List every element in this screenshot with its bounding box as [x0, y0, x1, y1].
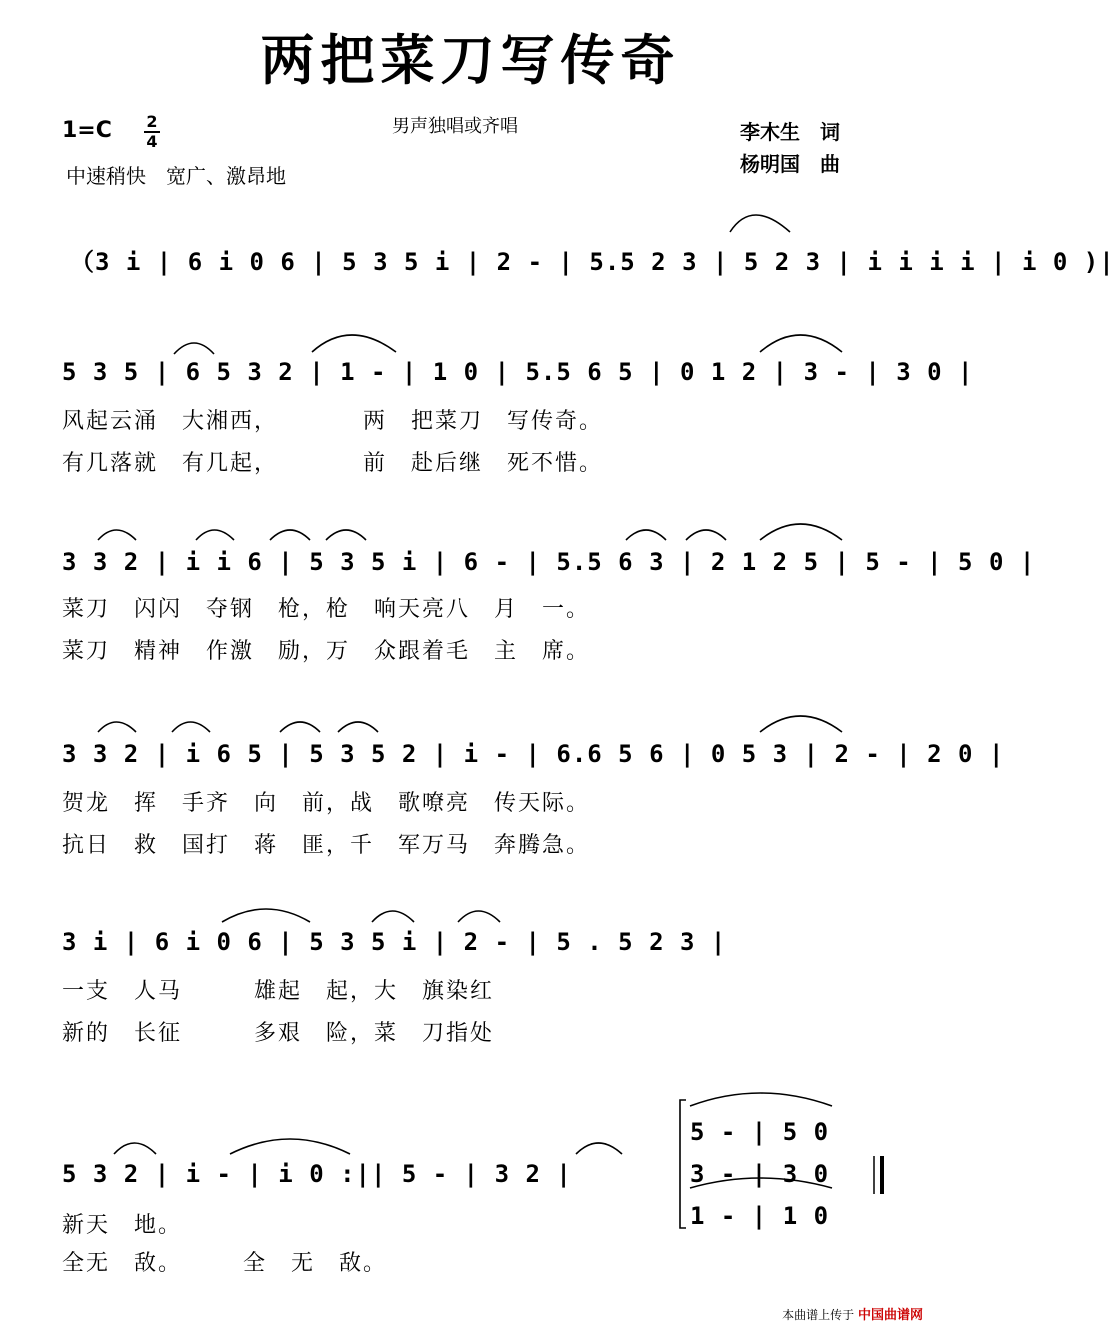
notation-line-3: 3 3 2 | i i 6 | 5 3 5 i | 6 - | 5.5 6 3 | 2 1 2 5 | 5 - | 5 0 |	[62, 548, 1036, 576]
slur-mark	[760, 716, 842, 732]
slur-mark	[114, 1143, 156, 1154]
lyric-2-verse-2: 有几落就 有几起， 前 赴后继 死不惜。	[62, 451, 604, 476]
page-title: 两把菜刀写传奇	[260, 28, 681, 92]
slur-mark	[576, 1143, 622, 1154]
lyric-2-verse-1: 风起云涌 大湘西， 两 把菜刀 写传奇。	[62, 409, 604, 434]
meter-top: 2	[146, 112, 158, 131]
final-chord-top: 5 - | 5 0	[690, 1118, 830, 1146]
slur-mark	[172, 722, 210, 732]
slur-mark	[326, 530, 366, 540]
lyric-5-verse-2: 新的 长征 多艰 险，菜 刀指处	[62, 1021, 495, 1046]
slur-mark	[372, 911, 414, 922]
meter-bottom: 4	[146, 132, 158, 151]
subtitle: 男声独唱或齐唱	[392, 116, 518, 137]
slur-mark	[760, 524, 842, 540]
watermark	[782, 1304, 923, 1323]
site-logo: 中国曲谱网	[857, 1308, 923, 1323]
slur-mark	[730, 215, 790, 232]
notation-line-4: 3 3 2 | i 6 5 | 5 3 5 2 | i - | 6.6 5 6 | 0 5 3 | 2 - | 2 0 |	[62, 740, 1005, 768]
lyric-3-verse-2: 菜刀 精神 作激 励，万 众跟着毛 主 席。	[62, 639, 591, 664]
slur-mark	[280, 722, 320, 732]
notation-line-5: 3 i | 6 i 0 6 | 5 3 5 i | 2 - | 5 . 5 2 3 |	[62, 928, 727, 956]
slur-mark	[222, 909, 310, 922]
lyricist: 李木生 词	[740, 120, 840, 144]
watermark-text: 本曲谱上传于	[782, 1308, 855, 1322]
final-chord-low: 1 - | 1 0	[690, 1202, 830, 1230]
slur-mark	[270, 530, 310, 540]
slur-mark	[230, 1139, 350, 1154]
lyric-3-verse-1: 菜刀 闪闪 夺钢 枪，枪 响天亮八 月 一。	[62, 597, 591, 622]
key-signature: 1=C	[62, 118, 112, 143]
slur-mark	[626, 530, 666, 540]
slur-mark	[690, 1093, 832, 1106]
lyric-4-verse-2: 抗日 救 国打 蒋 匪，千 军万马 奔腾急。	[62, 833, 591, 858]
slur-mark	[338, 722, 378, 732]
composer: 杨明国 曲	[740, 152, 840, 176]
lyric-6-verse-2: 全无 敌。 全 无 敌。	[62, 1251, 388, 1276]
notation-line-6: 5 3 2 | i - | i 0 :|| 5 - | 3 2 |	[62, 1160, 572, 1188]
tempo-marking: 中速稍快 宽广、激昂地	[66, 164, 286, 188]
notation-line-2: 5 3 5 | 6 5 3 2 | 1 - | 1 0 | 5.5 6 5 | 0 1 2 | 3 - | 3 0 |	[62, 358, 974, 386]
slur-mark	[98, 722, 136, 732]
time-signature	[144, 114, 160, 150]
slur-mark	[98, 530, 136, 540]
slur-mark	[760, 335, 842, 352]
slur-mark	[312, 335, 396, 352]
final-chord-bracket	[680, 1100, 686, 1228]
lyric-6-verse-1: 新天 地。	[62, 1213, 183, 1238]
final-chord-mid: 3 - | 3 0	[690, 1160, 830, 1188]
lyric-4-verse-1: 贺龙 挥 手齐 向 前，战 歌嘹亮 传天际。	[62, 791, 591, 816]
slur-mark	[174, 343, 214, 354]
lyric-5-verse-1: 一支 人马 雄起 起，大 旗染红	[62, 979, 495, 1004]
slur-mark	[686, 530, 726, 540]
slur-mark	[458, 911, 500, 922]
notation-line-1: （3 i | 6 i 0 6 | 5 3 5 i | 2 - | 5.5 2 3 | 5 2 3 | i i i i | i 0 )|	[70, 248, 1115, 276]
slur-mark	[196, 530, 234, 540]
